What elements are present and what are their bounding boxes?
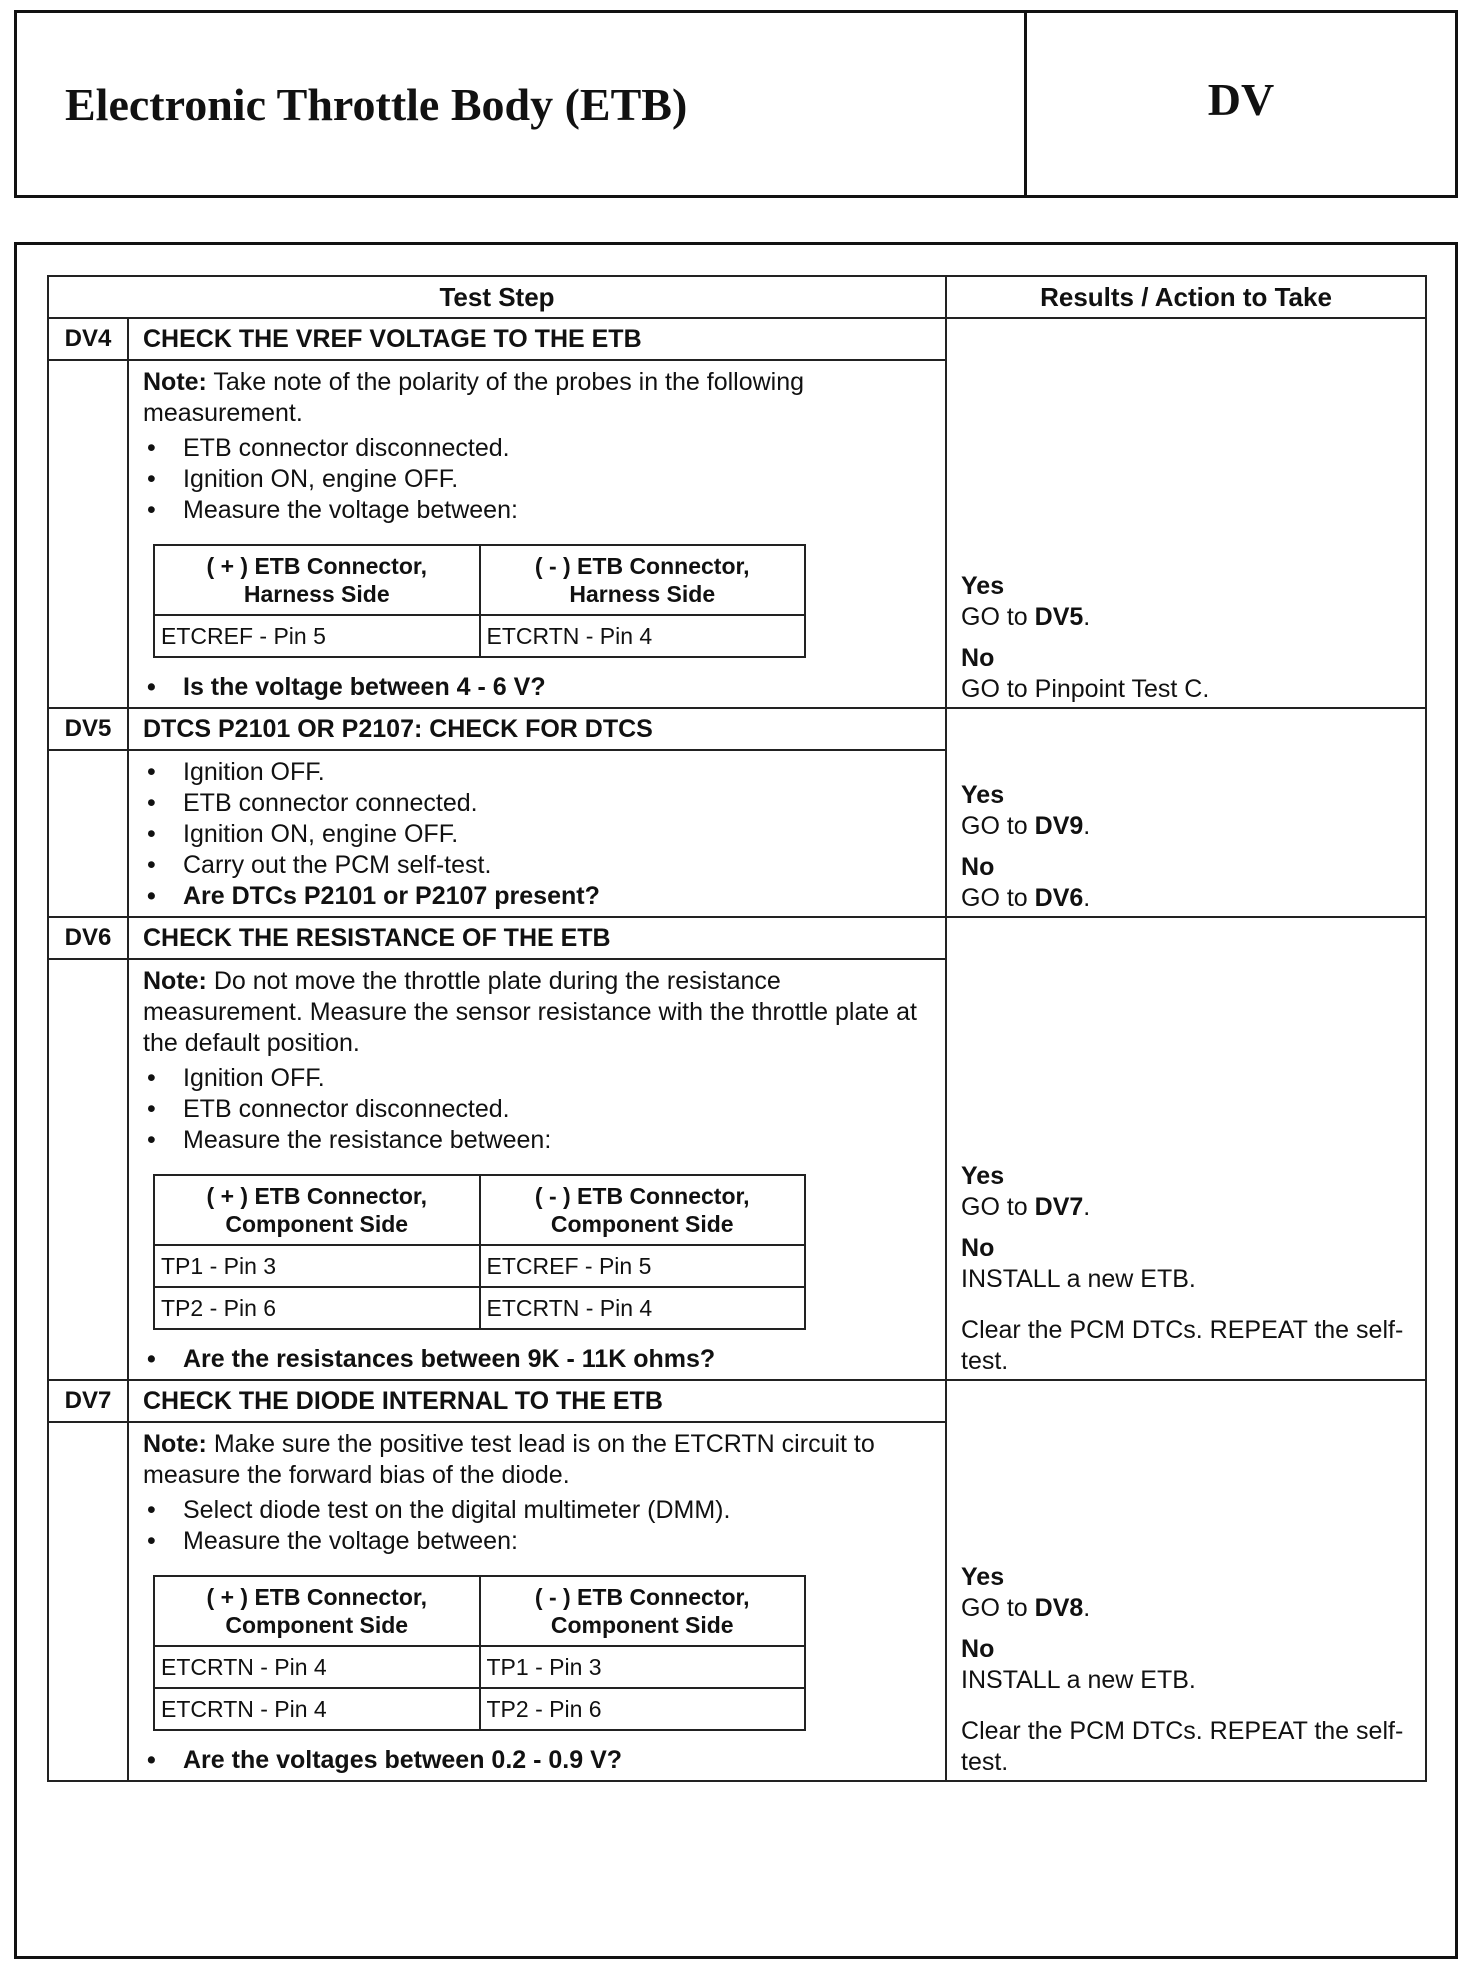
yes-action: GO to	[961, 1193, 1035, 1221]
list-item: • Ignition OFF.	[143, 1063, 931, 1094]
measurement-table	[153, 1174, 806, 1330]
step-content	[128, 750, 946, 917]
yes-label: Yes	[961, 1563, 1005, 1591]
step-title-row	[48, 318, 1426, 360]
step-title: CHECK THE DIODE INTERNAL TO THE ETB	[128, 1380, 946, 1422]
negative-probe-header: ( - ) ETB Connector, Component Side	[480, 1175, 806, 1245]
step-title-row	[48, 708, 1426, 750]
no-action: INSTALL a new ETB.	[961, 1666, 1196, 1694]
step-title-row	[48, 917, 1426, 959]
negative-probe-header: ( - ) ETB Connector, Harness Side	[480, 545, 806, 615]
yes-label: Yes	[961, 572, 1005, 600]
question-list	[143, 1745, 931, 1776]
title-cell	[17, 13, 1027, 195]
yes-target: DV7	[1034, 1193, 1084, 1221]
table-row: ETCREF - Pin 5 ETCRTN - Pin 4	[154, 615, 805, 657]
step-result: Yes GO to DV5. No GO to Pinpoint Test C.	[946, 318, 1426, 708]
bullet-list	[143, 757, 931, 912]
yes-target: DV5	[1034, 603, 1084, 631]
negative-probe-header: ( - ) ETB Connector, Component Side	[480, 1576, 806, 1646]
question: • Are the resistances between 9K - 11K ohms?	[143, 1344, 931, 1375]
table-row: TP2 - Pin 6 ETCRTN - Pin 4	[154, 1287, 805, 1329]
yes-action: GO to	[961, 603, 1035, 631]
step-result: Yes GO to DV7. No INSTALL a new ETB. Clear the PCM DTCs. REPEAT the self-test.	[946, 917, 1426, 1380]
no-label: No	[961, 644, 995, 672]
page-header	[14, 10, 1458, 198]
note: Note: Take note of the polarity of the probes in the following measurement.	[143, 368, 805, 427]
list-item: • Measure the voltage between:	[143, 495, 931, 526]
positive-probe-header: ( + ) ETB Connector, Component Side	[154, 1175, 480, 1245]
positive-probe-header: ( + ) ETB Connector, Component Side	[154, 1576, 480, 1646]
section-code: DV	[1207, 73, 1275, 125]
step-content	[128, 959, 946, 1380]
list-item: • Measure the resistance between:	[143, 1125, 931, 1156]
test-step-header: Test Step	[48, 276, 946, 318]
page-title: Electronic Throttle Body (ETB)	[65, 78, 688, 130]
table-header-row	[48, 276, 1426, 318]
bullet-list	[143, 1063, 931, 1156]
step-id: DV7	[48, 1380, 128, 1422]
list-item: • Ignition ON, engine OFF.	[143, 464, 931, 495]
step-id: DV5	[48, 708, 128, 750]
measurement-table	[153, 1575, 806, 1731]
bullet-list	[143, 433, 931, 526]
no-action: GO to Pinpoint Test C.	[961, 675, 1210, 703]
note: Note: Do not move the throttle plate during the resistance measurement. Measure the sensor resistance with the throttle plate at the default position.	[143, 967, 917, 1057]
yes-label: Yes	[961, 1162, 1005, 1190]
yes-target: DV8	[1034, 1594, 1084, 1622]
list-item: • Select diode test on the digital multimeter (DMM).	[143, 1495, 931, 1526]
no-label: No	[961, 1635, 995, 1663]
pinpoint-test-table	[47, 275, 1427, 1782]
note: Note: Make sure the positive test lead is on the ETCRTN circuit to measure the forward bias of the diode.	[143, 1430, 875, 1489]
yes-target: DV9	[1034, 812, 1084, 840]
question: • Is the voltage between 4 - 6 V?	[143, 672, 931, 703]
no-action-followup: Clear the PCM DTCs. REPEAT the self-test.	[961, 1316, 1404, 1375]
question-list	[143, 672, 931, 703]
step-title: CHECK THE VREF VOLTAGE TO THE ETB	[128, 318, 946, 360]
question: • Are DTCs P2101 or P2107 present?	[143, 881, 931, 912]
step-id: DV6	[48, 917, 128, 959]
table-row: ETCRTN - Pin 4 TP1 - Pin 3	[154, 1646, 805, 1688]
step-title: CHECK THE RESISTANCE OF THE ETB	[128, 917, 946, 959]
results-header: Results / Action to Take	[946, 276, 1426, 318]
bullet-list	[143, 1495, 931, 1557]
list-item: • ETB connector connected.	[143, 788, 931, 819]
list-item: • ETB connector disconnected.	[143, 1094, 931, 1125]
list-item: • ETB connector disconnected.	[143, 433, 931, 464]
table-row: ETCRTN - Pin 4 TP2 - Pin 6	[154, 1688, 805, 1730]
table-row: TP1 - Pin 3 ETCREF - Pin 5	[154, 1245, 805, 1287]
code-cell	[1027, 13, 1455, 195]
step-result: Yes GO to DV9. No GO to DV6.	[946, 708, 1426, 917]
no-action: GO to	[961, 884, 1035, 912]
question: • Are the voltages between 0.2 - 0.9 V?	[143, 1745, 931, 1776]
step-title-row	[48, 1380, 1426, 1422]
list-item: • Measure the voltage between:	[143, 1526, 931, 1557]
no-action-followup: Clear the PCM DTCs. REPEAT the self-test.	[961, 1717, 1404, 1776]
measurement-table	[153, 544, 806, 658]
step-id: DV4	[48, 318, 128, 360]
step-content	[128, 1422, 946, 1781]
list-item: • Ignition ON, engine OFF.	[143, 819, 931, 850]
no-label: No	[961, 1234, 995, 1262]
question-list	[143, 1344, 931, 1375]
no-action: INSTALL a new ETB.	[961, 1265, 1196, 1293]
yes-label: Yes	[961, 781, 1005, 809]
step-content	[128, 360, 946, 708]
yes-action: GO to	[961, 812, 1035, 840]
step-result: Yes GO to DV8. No INSTALL a new ETB. Clear the PCM DTCs. REPEAT the self-test.	[946, 1380, 1426, 1781]
list-item: • Carry out the PCM self-test.	[143, 850, 931, 881]
no-label: No	[961, 853, 995, 881]
list-item: • Ignition OFF.	[143, 757, 931, 788]
yes-action: GO to	[961, 1594, 1035, 1622]
positive-probe-header: ( + ) ETB Connector, Harness Side	[154, 545, 480, 615]
no-target: DV6	[1034, 884, 1084, 912]
step-title: DTCS P2101 OR P2107: CHECK FOR DTCS	[128, 708, 946, 750]
